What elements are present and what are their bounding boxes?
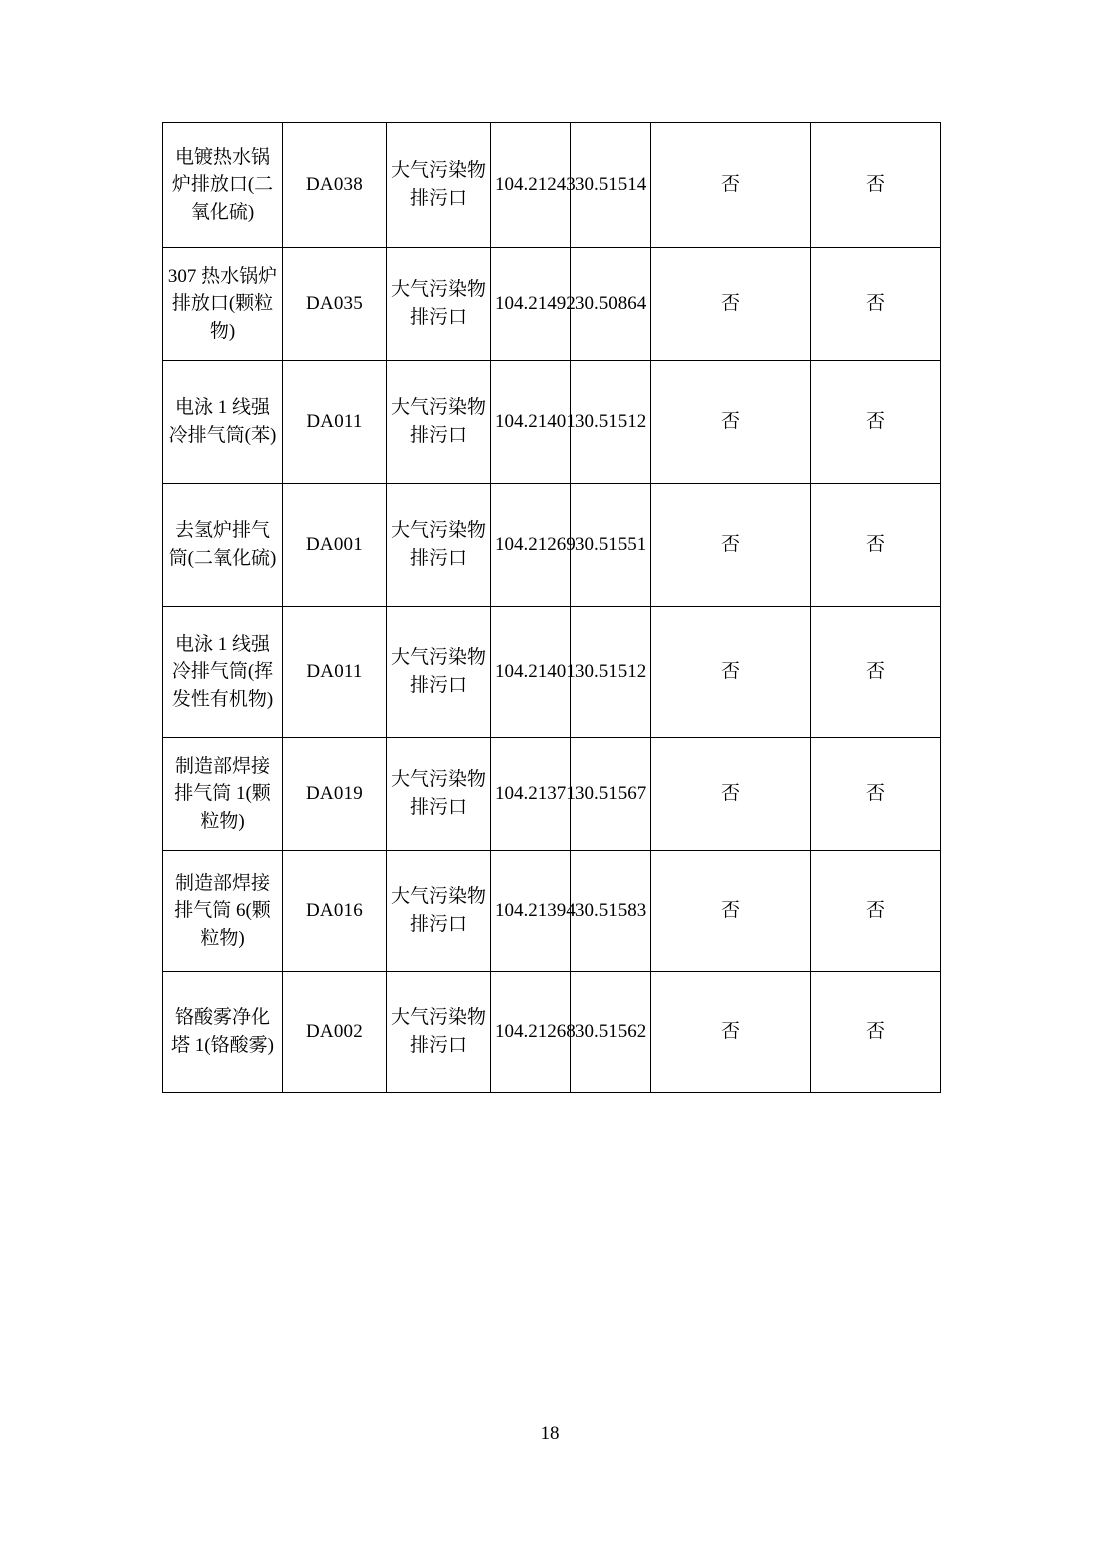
- outlet-longitude: 104.21243: [491, 123, 571, 248]
- outlet-main-flag: 否: [651, 738, 811, 851]
- outlet-longitude: 104.21492: [491, 248, 571, 361]
- outlet-code: DA002: [283, 972, 387, 1093]
- outlet-longitude: 104.21401: [491, 607, 571, 738]
- outlet-main-flag: 否: [651, 123, 811, 248]
- outlet-name: 去氢炉排气筒(二氧化硫): [163, 484, 283, 607]
- outlet-code: DA038: [283, 123, 387, 248]
- outlet-main-flag: 否: [651, 972, 811, 1093]
- outlet-longitude: 104.21401: [491, 361, 571, 484]
- outlet-latitude: 30.51514: [571, 123, 651, 248]
- outlet-latitude: 30.50864: [571, 248, 651, 361]
- outlet-type: 大气污染物排污口: [387, 972, 491, 1093]
- outlet-code: DA011: [283, 607, 387, 738]
- outlet-main-flag: 否: [651, 851, 811, 972]
- table-row: [163, 607, 941, 738]
- outlet-special-flag: 否: [811, 851, 941, 972]
- outlet-latitude: 30.51512: [571, 607, 651, 738]
- outlet-special-flag: 否: [811, 248, 941, 361]
- outlet-name: 307 热水锅炉排放口(颗粒物): [163, 248, 283, 361]
- outlet-type: 大气污染物排污口: [387, 361, 491, 484]
- outlet-main-flag: 否: [651, 484, 811, 607]
- table-row: [163, 248, 941, 361]
- outlet-special-flag: 否: [811, 607, 941, 738]
- outlet-name: 制造部焊接排气筒 6(颗粒物): [163, 851, 283, 972]
- table-row: [163, 972, 941, 1093]
- outlet-latitude: 30.51551: [571, 484, 651, 607]
- outlet-code: DA001: [283, 484, 387, 607]
- outlet-name: 电泳 1 线强冷排气筒(挥发性有机物): [163, 607, 283, 738]
- outlet-special-flag: 否: [811, 738, 941, 851]
- table-row: [163, 484, 941, 607]
- outlet-type: 大气污染物排污口: [387, 851, 491, 972]
- outlet-special-flag: 否: [811, 484, 941, 607]
- table-row: [163, 123, 941, 248]
- outlet-longitude: 104.21394: [491, 851, 571, 972]
- outlet-latitude: 30.51567: [571, 738, 651, 851]
- table-row: [163, 851, 941, 972]
- outlet-type: 大气污染物排污口: [387, 248, 491, 361]
- outlet-special-flag: 否: [811, 123, 941, 248]
- outlet-code: DA019: [283, 738, 387, 851]
- outlet-name: 电泳 1 线强冷排气筒(苯): [163, 361, 283, 484]
- outlet-latitude: 30.51562: [571, 972, 651, 1093]
- outlet-latitude: 30.51512: [571, 361, 651, 484]
- outlet-name: 制造部焊接排气筒 1(颗粒物): [163, 738, 283, 851]
- outlet-special-flag: 否: [811, 972, 941, 1093]
- page-number: 18: [540, 1423, 560, 1444]
- table-row: [163, 361, 941, 484]
- outlet-name: 铬酸雾净化塔 1(铬酸雾): [163, 972, 283, 1093]
- outlet-special-flag: 否: [811, 361, 941, 484]
- outlet-type: 大气污染物排污口: [387, 738, 491, 851]
- outlet-latitude: 30.51583: [571, 851, 651, 972]
- outlet-main-flag: 否: [651, 248, 811, 361]
- outlet-main-flag: 否: [651, 361, 811, 484]
- outlet-longitude: 104.21371: [491, 738, 571, 851]
- outlet-code: DA016: [283, 851, 387, 972]
- outlet-type: 大气污染物排污口: [387, 484, 491, 607]
- outlet-code: DA035: [283, 248, 387, 361]
- emission-outlets-table: [162, 122, 941, 1093]
- outlet-code: DA011: [283, 361, 387, 484]
- outlet-name: 电镀热水锅炉排放口(二氧化硫): [163, 123, 283, 248]
- outlet-longitude: 104.21268: [491, 972, 571, 1093]
- outlet-main-flag: 否: [651, 607, 811, 738]
- table-row: [163, 738, 941, 851]
- outlet-type: 大气污染物排污口: [387, 607, 491, 738]
- outlet-type: 大气污染物排污口: [387, 123, 491, 248]
- outlet-longitude: 104.21269: [491, 484, 571, 607]
